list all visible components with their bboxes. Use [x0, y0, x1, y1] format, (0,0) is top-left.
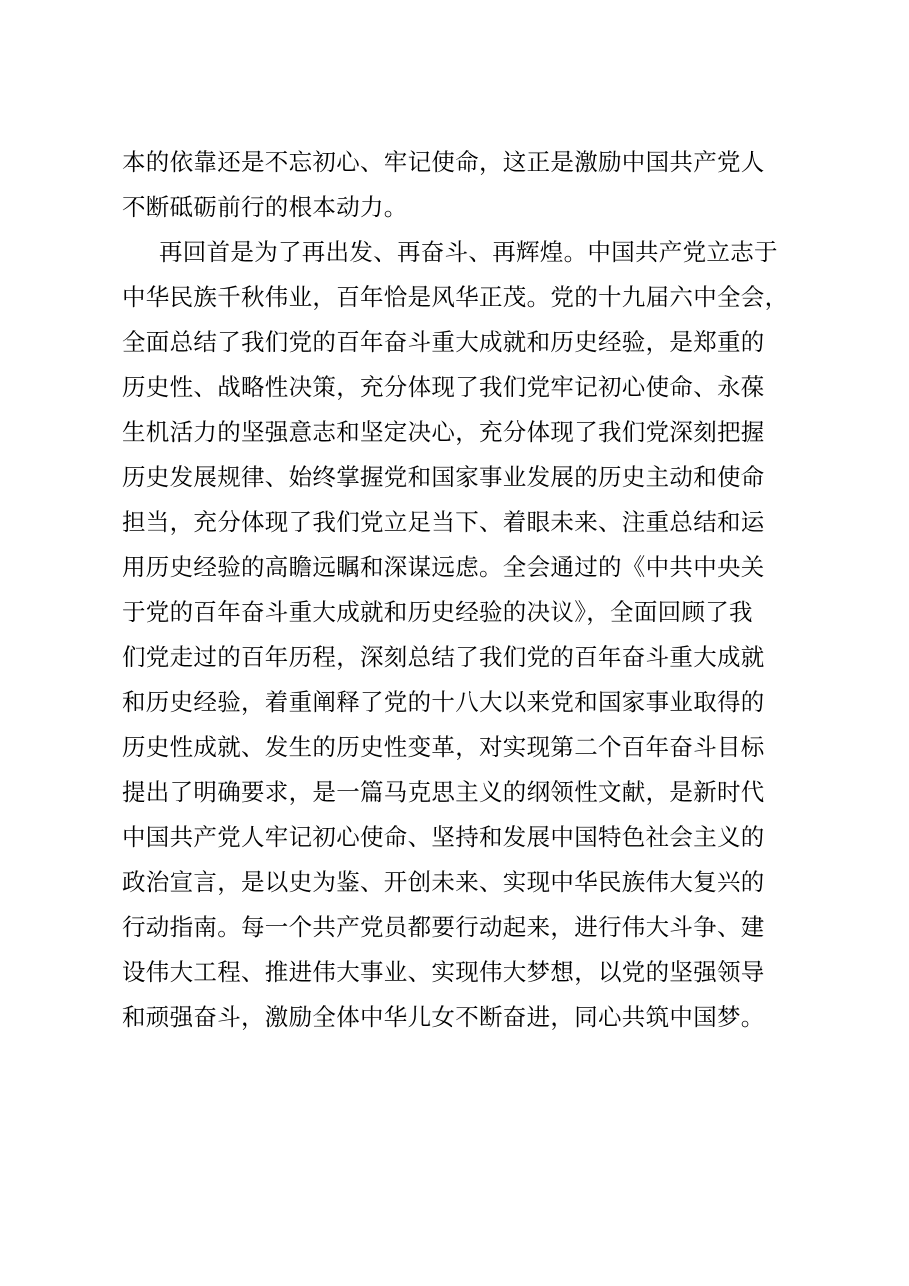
- body-text: [122, 140, 822, 1040]
- text-line: 们党走过的百年历程，深刻总结了我们党的百年奋斗重大成就: [122, 643, 765, 671]
- text-line: 本的依靠还是不忘初心、牢记使命，这正是激励中国共产党人: [122, 148, 765, 176]
- text-line: 和历史经验，着重阐释了党的十八大以来党和国家事业取得的: [122, 688, 765, 716]
- text-line: 历史性成就、发生的历史性变革，对实现第二个百年奋斗目标: [122, 733, 765, 761]
- text-line: 行动指南。每一个共产党员都要行动起来，进行伟大斗争、建: [122, 913, 765, 941]
- text-line: 提出了明确要求，是一篇马克思主义的纲领性文献，是新时代: [122, 778, 765, 806]
- text-line: 政治宣言，是以史为鉴、开创未来、实现中华民族伟大复兴的: [122, 868, 765, 896]
- text-line: 担当，充分体现了我们党立足当下、着眼未来、注重总结和运: [122, 508, 765, 536]
- text-line: 于党的百年奋斗重大成就和历史经验的决议》，全面回顾了我: [122, 598, 753, 626]
- text-line: 不断砥砺前行的根本动力。: [122, 193, 408, 221]
- text-line: 中国共产党人牢记初心使命、坚持和发展中国特色社会主义的: [122, 823, 765, 851]
- text-line: 设伟大工程、推进伟大事业、实现伟大梦想，以党的坚强领导: [122, 958, 765, 986]
- text-line: 历史发展规律、始终掌握党和国家事业发展的历史主动和使命: [122, 463, 765, 491]
- text-line: 生机活力的坚强意志和坚定决心，充分体现了我们党深刻把握: [122, 418, 765, 446]
- text-line: 历史性、战略性决策，充分体现了我们党牢记初心使命、永葆: [122, 373, 765, 401]
- text-line: 全面总结了我们党的百年奋斗重大成就和历史经验，是郑重的: [122, 328, 765, 356]
- text-line-indented: 再回首是为了再出发、再奋斗、再辉煌。中国共产党立志于: [159, 238, 778, 266]
- text-line: 用历史经验的高瞻远瞩和深谋远虑。全会通过的《中共中央关: [122, 553, 765, 581]
- text-line: 中华民族千秋伟业，百年恰是风华正茂。党的十九届六中全会，: [122, 283, 789, 311]
- text-line: 和顽强奋斗，激励全体中华儿女不断奋进，同心共筑中国梦。: [122, 1003, 765, 1031]
